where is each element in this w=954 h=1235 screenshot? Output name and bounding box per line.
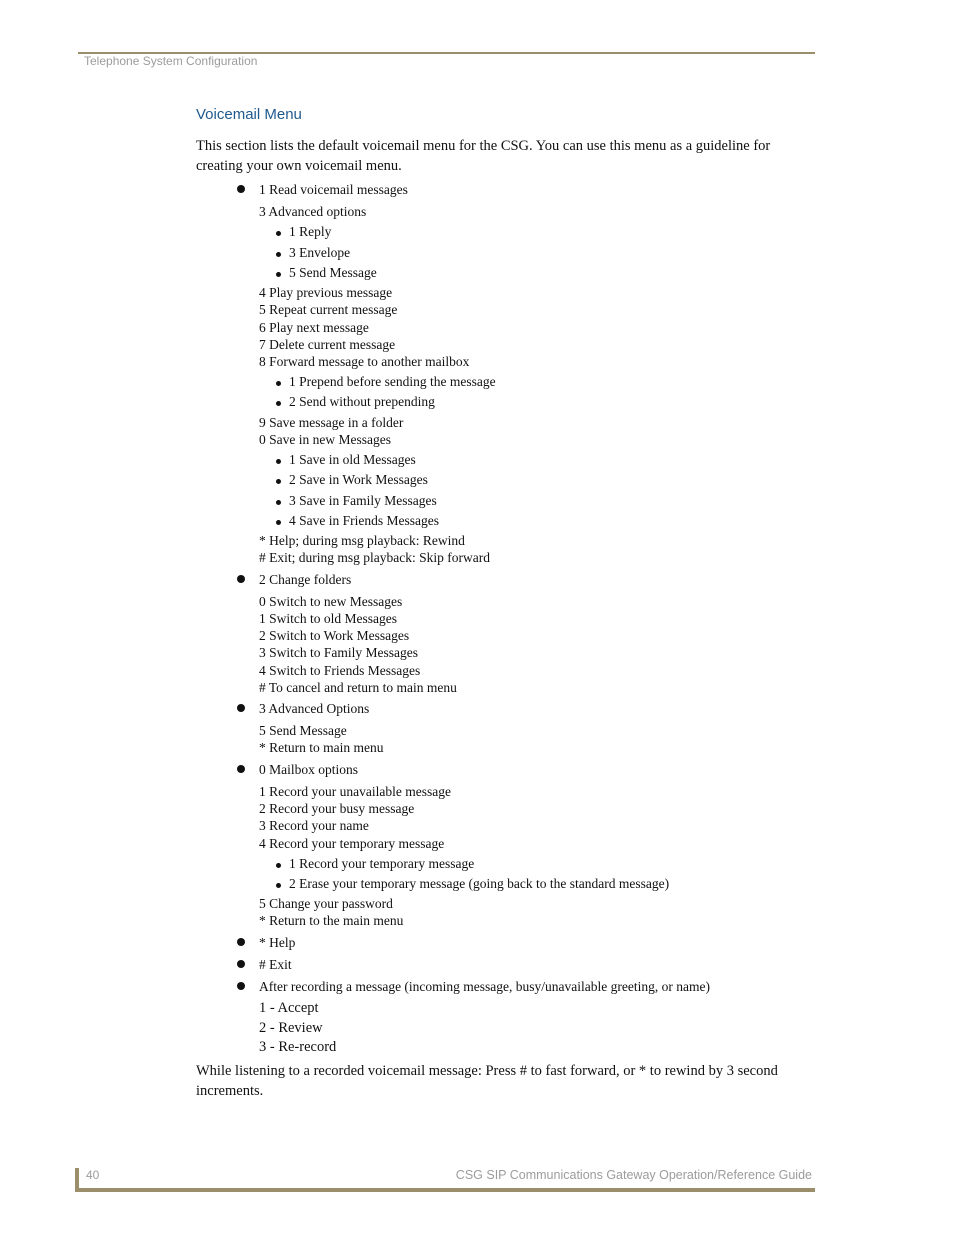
menu-item-folders: 2 Change folders	[259, 572, 352, 587]
menu-item-read: 1 Read voicemail messages	[259, 182, 408, 197]
intro-paragraph: This section lists the default voicemail menu for the CSG. You can use this menu as a guideline for creating your own voicemail menu.	[196, 138, 771, 174]
menu-line: 5 Change your password	[259, 896, 393, 911]
menu-line: 4 Switch to Friends Messages	[259, 663, 421, 678]
menu-line: 1 Record your unavailable message	[259, 784, 451, 799]
menu-item-after-recording: After recording a message (incoming message, busy/unavailable greeting, or name)	[259, 979, 710, 994]
menu-line: 1 Switch to old Messages	[259, 611, 397, 626]
sub-bullet-icon	[276, 883, 281, 888]
bullet-icon	[237, 704, 245, 712]
menu-item-exit: # Exit	[259, 957, 292, 972]
sub-bullet-icon	[276, 863, 281, 868]
submenu-line: 1 Record your temporary message	[289, 856, 475, 871]
menu-line: 0 Save in new Messages	[259, 432, 391, 447]
bullet-icon	[237, 765, 245, 773]
bullet-icon	[237, 960, 245, 968]
footer-doc-title: CSG SIP Communications Gateway Operation/Reference Guide	[455, 1168, 812, 1182]
bullet-icon	[237, 575, 245, 583]
menu-line: 3 Advanced options	[259, 204, 367, 219]
menu-line: 2 Record your busy message	[259, 801, 415, 816]
bullet-icon	[237, 938, 245, 946]
menu-item-help: * Help	[259, 935, 296, 950]
submenu-line: 5 Send Message	[289, 265, 377, 280]
page-number: 40	[86, 1168, 100, 1182]
menu-line: 2 Switch to Work Messages	[259, 628, 410, 643]
sub-bullet-icon	[276, 479, 281, 484]
running-header: Telephone System Configuration	[84, 54, 258, 68]
sub-bullet-icon	[276, 459, 281, 464]
menu-line: 6 Play next message	[259, 320, 369, 335]
submenu-line: 2 Send without prepending	[289, 394, 435, 409]
menu-line: 0 Switch to new Messages	[259, 594, 403, 609]
sub-bullet-icon	[276, 252, 281, 257]
menu-line: * Help; during msg playback: Rewind	[259, 533, 465, 548]
menu-line: 3 - Re-record	[259, 1039, 337, 1055]
menu-line: 5 Send Message	[259, 723, 347, 738]
menu-line: 4 Play previous message	[259, 285, 393, 300]
menu-line: 7 Delete current message	[259, 337, 396, 352]
submenu-line: 1 Reply	[289, 224, 332, 239]
submenu-line: 1 Prepend before sending the message	[289, 374, 496, 389]
closing-paragraph: While listening to a recorded voicemail message: Press # to fast forward, or * to rewind by 3 second increments.	[196, 1063, 778, 1099]
submenu-line: 4 Save in Friends Messages	[289, 513, 439, 528]
submenu-line: 2 Save in Work Messages	[289, 472, 428, 487]
bullet-icon	[237, 982, 245, 990]
menu-item-mailbox: 0 Mailbox options	[259, 762, 359, 777]
bullet-icon	[237, 185, 245, 193]
sub-bullet-icon	[276, 231, 281, 236]
sub-bullet-icon	[276, 500, 281, 505]
submenu-line: 1 Save in old Messages	[289, 452, 416, 467]
menu-line: 3 Record your name	[259, 818, 369, 833]
sub-bullet-icon	[276, 401, 281, 406]
menu-line: * Return to main menu	[259, 740, 384, 755]
sub-bullet-icon	[276, 272, 281, 277]
sub-bullet-icon	[276, 381, 281, 386]
footer-rule	[78, 1188, 815, 1192]
submenu-line: 3 Save in Family Messages	[289, 493, 437, 508]
submenu-line: 2 Erase your temporary message (going back to the standard message)	[289, 876, 670, 891]
menu-line: * Return to the main menu	[259, 913, 404, 928]
menu-line: 5 Repeat current message	[259, 302, 398, 317]
menu-line: # To cancel and return to main menu	[259, 680, 457, 695]
menu-item-advanced: 3 Advanced Options	[259, 701, 370, 716]
menu-line: 1 - Accept	[259, 1000, 319, 1016]
section-title: Voicemail Menu	[196, 106, 302, 123]
sub-bullet-icon	[276, 520, 281, 525]
menu-line: 3 Switch to Family Messages	[259, 645, 418, 660]
menu-line: 4 Record your temporary message	[259, 836, 445, 851]
menu-line: 8 Forward message to another mailbox	[259, 354, 470, 369]
submenu-line: 3 Envelope	[289, 245, 351, 260]
menu-line: 9 Save message in a folder	[259, 415, 404, 430]
menu-line: # Exit; during msg playback: Skip forward	[259, 550, 490, 565]
menu-line: 2 - Review	[259, 1020, 323, 1036]
